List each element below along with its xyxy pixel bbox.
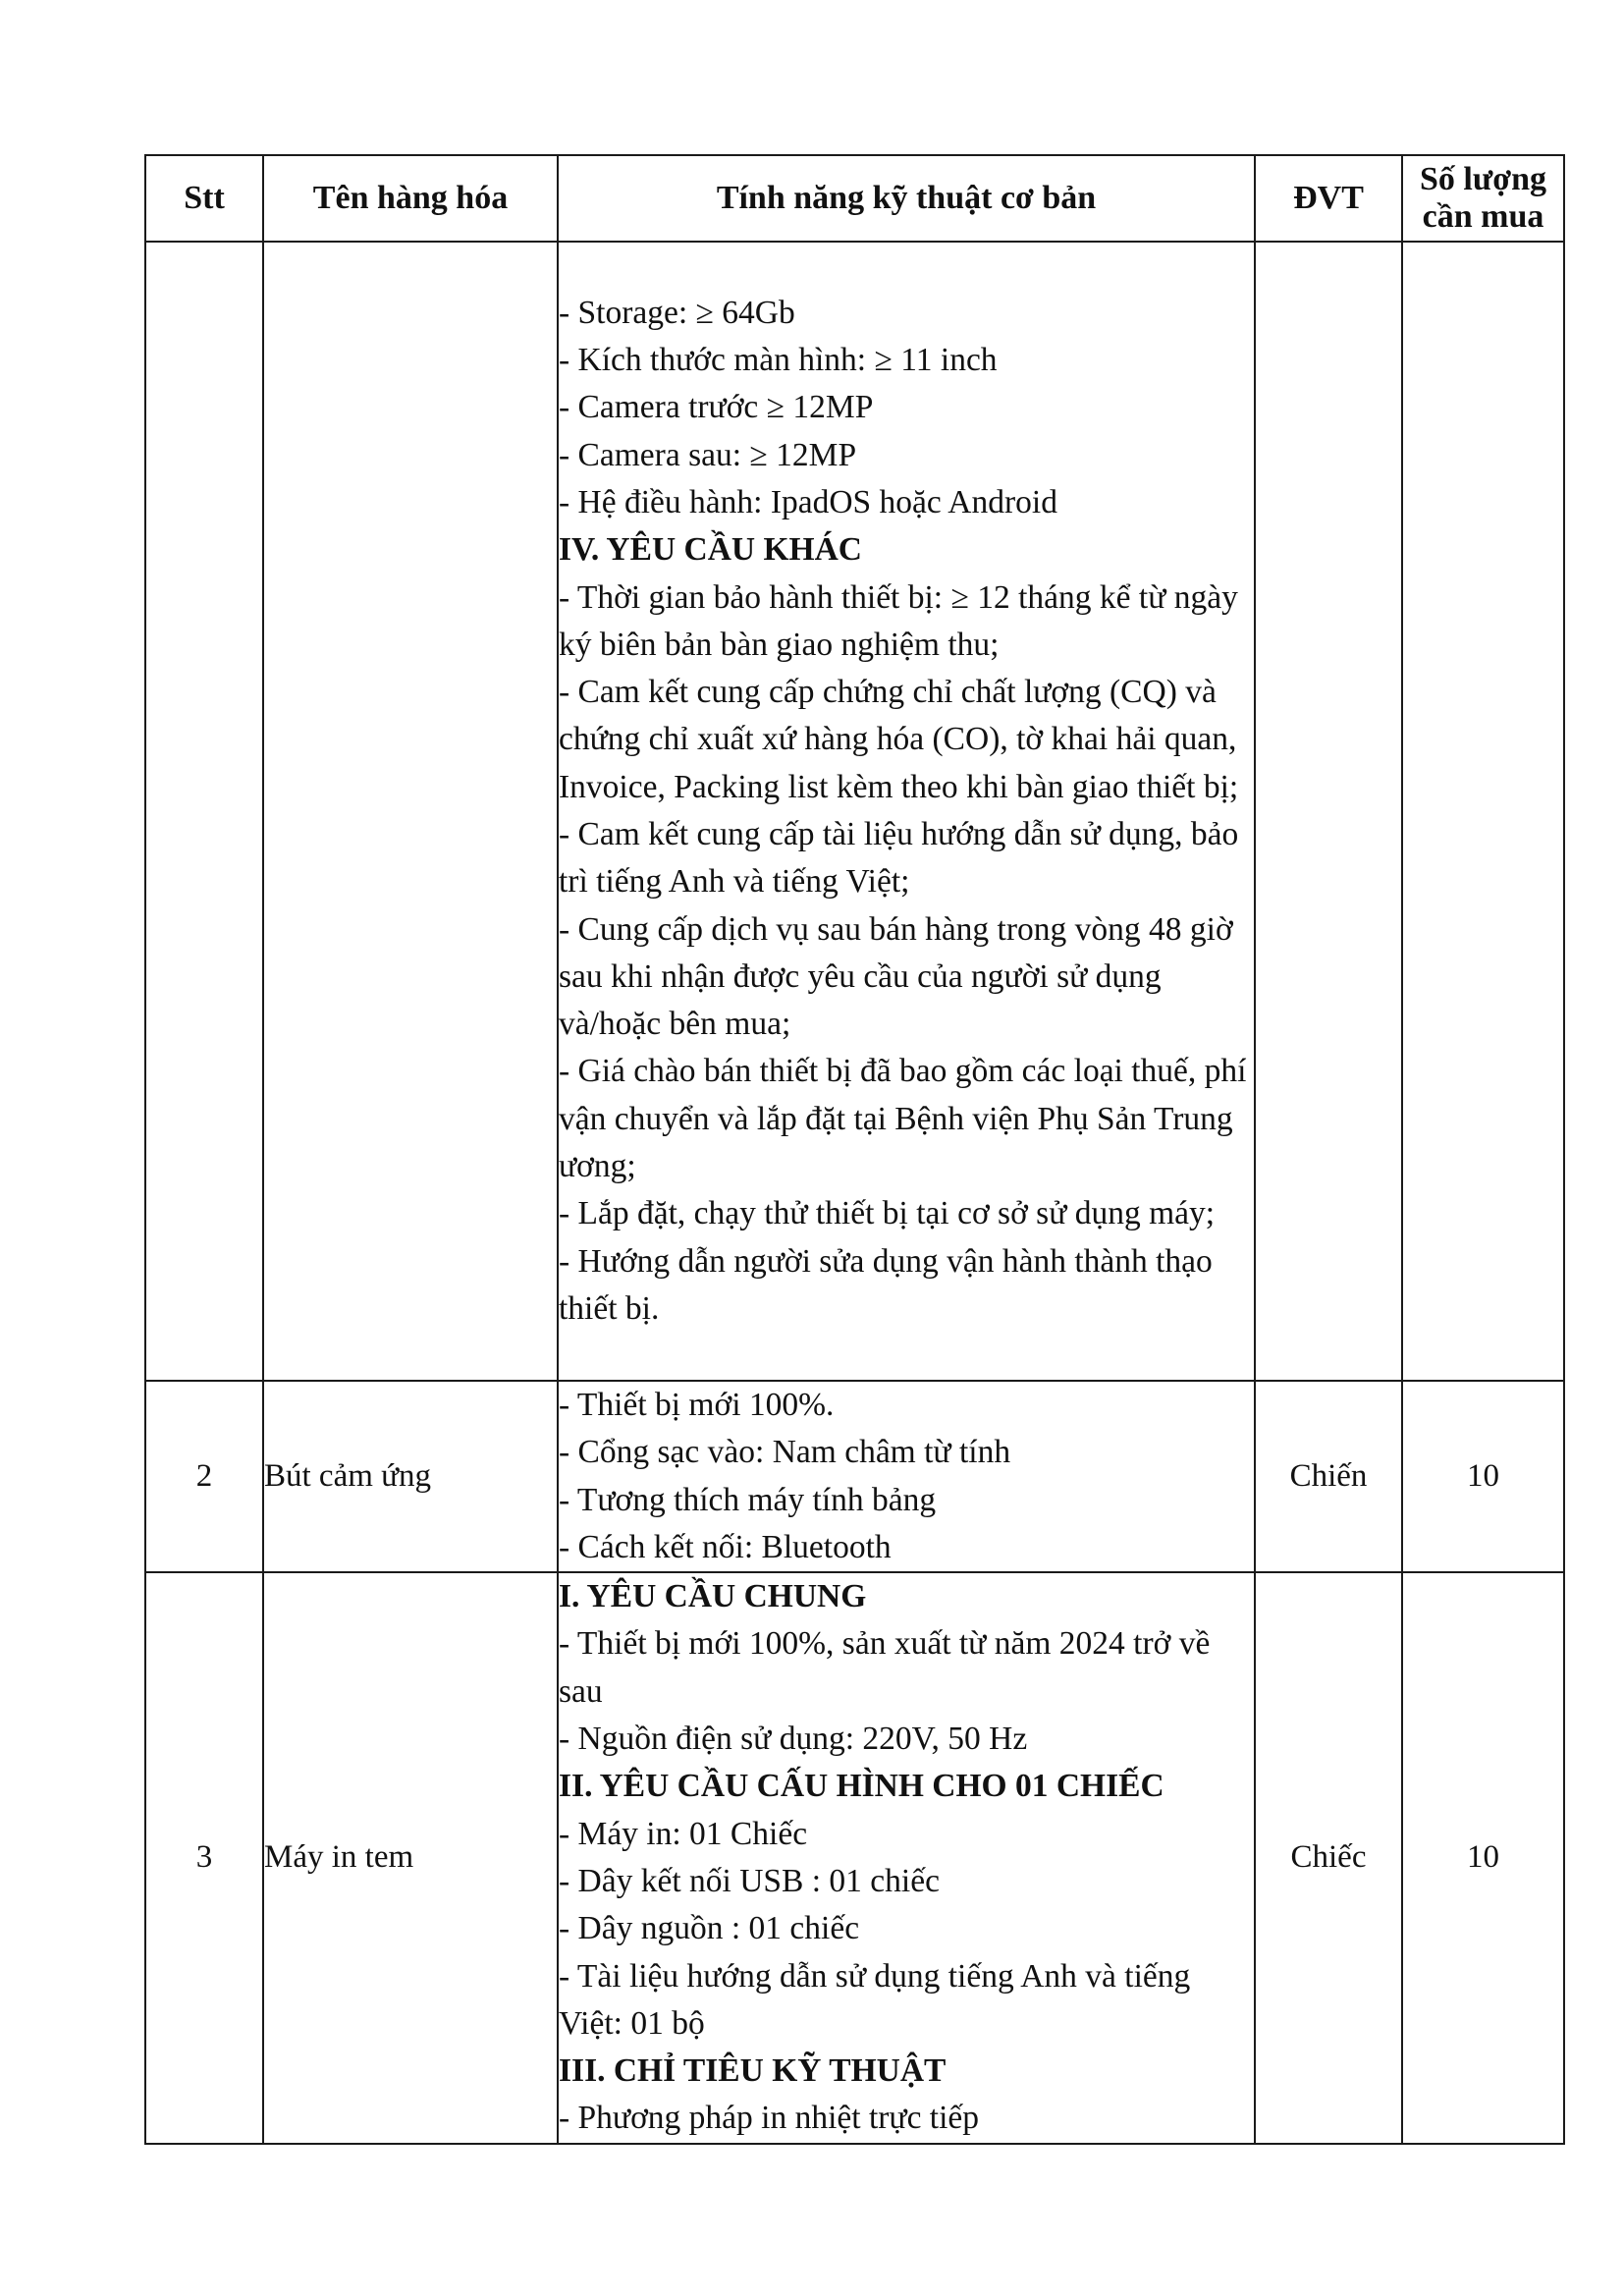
spec-line: - Thiết bị mới 100%.	[559, 1387, 835, 1423]
spec-line: - Tài liệu hướng dẫn sử dụng tiếng Anh và tiếng Việt: 01 bộ	[559, 1957, 1191, 2042]
spec-line: - Cam kết cung cấp chứng chỉ chất lượng (CQ) và chứng chỉ xuất xứ hàng hóa (CO), tờ khai hải quan, Invoice, Packing list kèm theo khi bàn giao thiết bị;	[559, 674, 1239, 805]
row-unit	[1255, 242, 1402, 1381]
spec-line: - Storage: ≥ 64Gb	[559, 294, 795, 331]
header-stt: Stt	[145, 155, 263, 242]
row-item-name: Bút cảm ứng	[263, 1381, 558, 1572]
header-qty: Số lượng cần mua	[1402, 155, 1564, 242]
spec-line: - Máy in: 01 Chiếc	[559, 1815, 808, 1852]
spec-section-heading: IV. YÊU CẦU KHÁC	[559, 531, 862, 569]
row-item-name: Máy in tem	[263, 1572, 558, 2144]
spec-line: - Cách kết nối: Bluetooth	[559, 1528, 892, 1565]
spec-line: - Phương pháp in nhiệt trực tiếp	[559, 2100, 980, 2137]
spec-section-heading: III. CHỈ TIÊU KỸ THUẬT	[559, 2052, 947, 2090]
header-unit: ĐVT	[1255, 155, 1402, 242]
table-body	[145, 242, 1564, 2144]
table-header-row	[145, 155, 1564, 242]
spec-line: - Hệ điều hành: IpadOS hoặc Android	[559, 483, 1057, 520]
table-row	[145, 242, 1564, 1381]
spec-line: - Dây kết nối USB : 01 chiếc	[559, 1862, 940, 1899]
spec-line: - Cung cấp dịch vụ sau bán hàng trong vòng 48 giờ sau khi nhận được yêu cầu của người sử dụng và/hoặc bên mua;	[559, 910, 1233, 1043]
spec-line: - Thời gian bảo hành thiết bị: ≥ 12 tháng kể từ ngày ký biên bản bàn giao nghiệm thu;	[559, 578, 1238, 663]
row-stt	[145, 242, 263, 1381]
spec-line: - Camera trước ≥ 12MP	[559, 389, 874, 426]
row-qty	[1402, 242, 1564, 1381]
spec-line: - Nguồn điện sử dụng: 220V, 50 Hz	[559, 1721, 1028, 1758]
spec-line: - Thiết bị mới 100%, sản xuất từ năm 2024 trở về sau	[559, 1625, 1211, 1710]
spec-line: - Hướng dẫn người sửa dụng vận hành thành thạo thiết bị.	[559, 1242, 1213, 1327]
spec-line: - Dây nguồn : 01 chiếc	[559, 1910, 860, 1947]
table-row	[145, 1572, 1564, 2144]
row-qty: 10	[1402, 1381, 1564, 1572]
spec-line: - Giá chào bán thiết bị đã bao gồm các loại thuế, phí vận chuyển và lắp đặt tại Bệnh viện Phụ Sản Trung ương;	[559, 1053, 1247, 1185]
spec-line: - Cổng sạc vào: Nam châm từ tính	[559, 1434, 1011, 1471]
spec-line: - Kích thước màn hình: ≥ 11 inch	[559, 342, 998, 379]
row-spec	[558, 1381, 1255, 1572]
equipment-spec-table	[144, 154, 1565, 2145]
row-item-name	[263, 242, 558, 1381]
header-name: Tên hàng hóa	[263, 155, 558, 242]
table-row	[145, 1381, 1564, 1572]
row-unit: Chiếc	[1255, 1572, 1402, 2144]
row-stt: 2	[145, 1381, 263, 1572]
row-spec	[558, 1572, 1255, 2144]
row-unit: Chiến	[1255, 1381, 1402, 1572]
spec-section-heading: I. YÊU CẦU CHUNG	[559, 1578, 867, 1615]
row-qty: 10	[1402, 1572, 1564, 2144]
spec-line: - Tương thích máy tính bảng	[559, 1481, 937, 1518]
header-spec: Tính năng kỹ thuật cơ bản	[558, 155, 1255, 242]
row-spec	[558, 242, 1255, 1381]
spec-line: - Camera sau: ≥ 12MP	[559, 436, 857, 473]
spec-section-heading: II. YÊU CẦU CẤU HÌNH CHO 01 CHIẾC	[559, 1768, 1164, 1805]
row-stt: 3	[145, 1572, 263, 2144]
spec-line: - Cam kết cung cấp tài liệu hướng dẫn sử dụng, bảo trì tiếng Anh và tiếng Việt;	[559, 816, 1239, 901]
spec-line: - Lắp đặt, chạy thử thiết bị tại cơ sở sử dụng máy;	[559, 1195, 1216, 1232]
